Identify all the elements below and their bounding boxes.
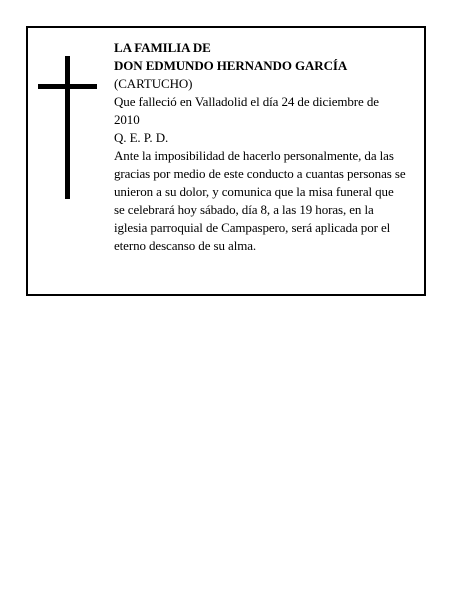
cross-vertical-bar bbox=[65, 56, 70, 199]
obituary-notice bbox=[26, 26, 426, 296]
nickname: (CARTUCHO) bbox=[114, 76, 193, 91]
heading-family: LA FAMILIA DE bbox=[114, 40, 211, 55]
cross-horizontal-bar bbox=[38, 84, 97, 89]
heading-deceased-name: DON EDMUNDO HERNANDO GARCÍA bbox=[114, 58, 348, 73]
death-date-line: Que falleció en Valladolid el día 24 de diciembre de 2010 bbox=[114, 94, 379, 127]
notice-text bbox=[114, 39, 406, 255]
notice-body: Ante la imposibilidad de hacerlo personalmente, da las gracias por medio de este conducto a cuantas personas se unieron a su dolor, y comunica que la misa funeral que se celebrará hoy sábado, día 8, a las 19 horas, en la iglesia parroquial de Campaspero, será aplicada por el eterno descanso de su alma. bbox=[114, 148, 406, 253]
qepd-line: Q. E. P. D. bbox=[114, 130, 169, 145]
